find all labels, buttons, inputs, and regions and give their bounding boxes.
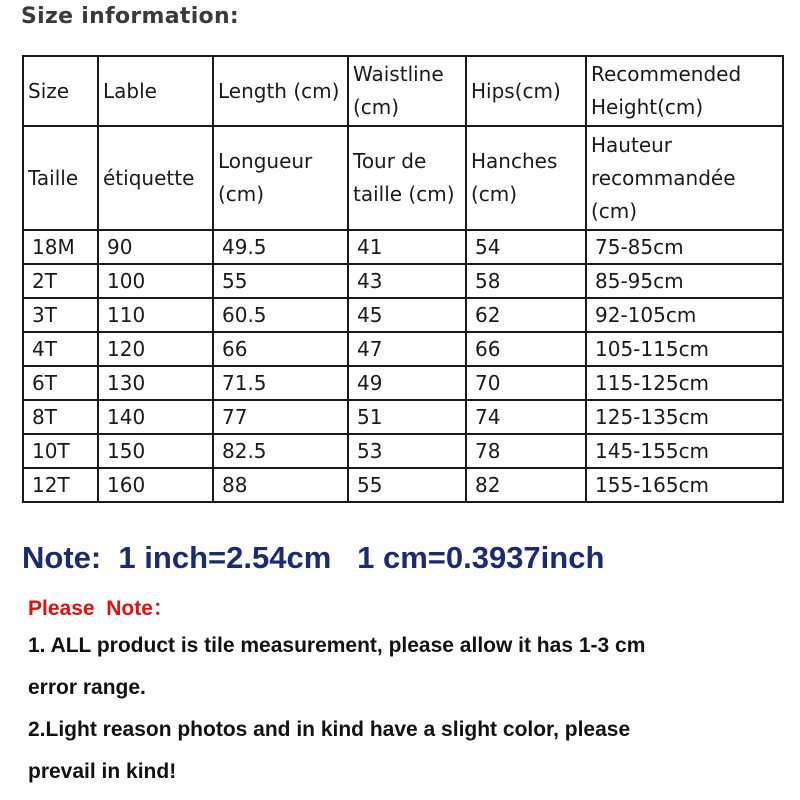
table-row bbox=[23, 332, 783, 366]
cell-waistline: 41 bbox=[348, 230, 466, 264]
cell-hips: 54 bbox=[466, 230, 586, 264]
cell-waistline: 53 bbox=[348, 434, 466, 468]
header-cell-recommended-height: Recommended Height(cm) bbox=[586, 56, 783, 126]
cell-length: 49.5 bbox=[213, 230, 348, 264]
note-2-line-2: prevail in kind! bbox=[28, 760, 177, 783]
cell-label: 140 bbox=[98, 400, 213, 434]
cell-recommended-height: 92-105cm bbox=[586, 298, 783, 332]
table-row bbox=[23, 366, 783, 400]
header-cell-label: Lable bbox=[98, 56, 213, 126]
cell-waistline: 43 bbox=[348, 264, 466, 298]
cell-length: 77 bbox=[213, 400, 348, 434]
cell-label: 90 bbox=[98, 230, 213, 264]
cell-hips: 66 bbox=[466, 332, 586, 366]
header-cell-etiquette: étiquette bbox=[98, 126, 213, 230]
cell-size: 12T bbox=[23, 468, 98, 502]
cell-label: 110 bbox=[98, 298, 213, 332]
header-cell-length: Length (cm) bbox=[213, 56, 348, 126]
table-header-row-fr bbox=[23, 126, 783, 230]
note-2-line-1: 2.Light reason photos and in kind have a slight color, please bbox=[28, 718, 631, 741]
cell-waistline: 49 bbox=[348, 366, 466, 400]
cell-size: 3T bbox=[23, 298, 98, 332]
cell-label: 100 bbox=[98, 264, 213, 298]
table-row bbox=[23, 468, 783, 502]
cell-label: 130 bbox=[98, 366, 213, 400]
cell-recommended-height: 85-95cm bbox=[586, 264, 783, 298]
cell-length: 88 bbox=[213, 468, 348, 502]
cell-hips: 78 bbox=[466, 434, 586, 468]
cell-hips: 58 bbox=[466, 264, 586, 298]
note-1-line-1: 1. ALL product is tile measurement, please allow it has 1-3 cm bbox=[28, 634, 646, 657]
cell-label: 160 bbox=[98, 468, 213, 502]
cell-size: 10T bbox=[23, 434, 98, 468]
cell-length: 82.5 bbox=[213, 434, 348, 468]
cell-size: 2T bbox=[23, 264, 98, 298]
cell-recommended-height: 105-115cm bbox=[586, 332, 783, 366]
table-row bbox=[23, 264, 783, 298]
cell-recommended-height: 145-155cm bbox=[586, 434, 783, 468]
cell-size: 4T bbox=[23, 332, 98, 366]
header-cell-waistline: Waistline (cm) bbox=[348, 56, 466, 126]
cell-hips: 62 bbox=[466, 298, 586, 332]
cell-waistline: 45 bbox=[348, 298, 466, 332]
cell-waistline: 51 bbox=[348, 400, 466, 434]
cell-recommended-height: 75-85cm bbox=[586, 230, 783, 264]
cell-hips: 74 bbox=[466, 400, 586, 434]
header-cell-hanches: Hanches (cm) bbox=[466, 126, 586, 230]
header-cell-size: Size bbox=[23, 56, 98, 126]
cell-size: 18M bbox=[23, 230, 98, 264]
conversion-note: Note: 1 inch=2.54cm 1 cm=0.3937inch bbox=[22, 540, 605, 575]
cell-size: 6T bbox=[23, 366, 98, 400]
cell-recommended-height: 125-135cm bbox=[586, 400, 783, 434]
size-table-body bbox=[23, 56, 783, 502]
header-cell-hips: Hips(cm) bbox=[466, 56, 586, 126]
header-cell-tour-de-taille: Tour de taille (cm) bbox=[348, 126, 466, 230]
cell-waistline: 55 bbox=[348, 468, 466, 502]
cell-length: 66 bbox=[213, 332, 348, 366]
cell-hips: 82 bbox=[466, 468, 586, 502]
note-1-line-2: error range. bbox=[28, 676, 146, 699]
cell-waistline: 47 bbox=[348, 332, 466, 366]
cell-length: 55 bbox=[213, 264, 348, 298]
please-note-heading: Please Note： bbox=[28, 597, 174, 620]
header-cell-longueur: Longueur (cm) bbox=[213, 126, 348, 230]
table-row bbox=[23, 298, 783, 332]
cell-recommended-height: 115-125cm bbox=[586, 366, 783, 400]
table-header-row-en bbox=[23, 56, 783, 126]
cell-label: 150 bbox=[98, 434, 213, 468]
size-table bbox=[22, 55, 784, 503]
table-row bbox=[23, 434, 783, 468]
table-row bbox=[23, 400, 783, 434]
cell-hips: 70 bbox=[466, 366, 586, 400]
cell-size: 8T bbox=[23, 400, 98, 434]
page-title: Size information: bbox=[21, 4, 240, 29]
cell-recommended-height: 155-165cm bbox=[586, 468, 783, 502]
cell-length: 60.5 bbox=[213, 298, 348, 332]
cell-label: 120 bbox=[98, 332, 213, 366]
header-cell-hauteur-recommandee: Hauteur recommandée (cm) bbox=[586, 126, 783, 230]
table-row bbox=[23, 230, 783, 264]
cell-length: 71.5 bbox=[213, 366, 348, 400]
header-cell-taille: Taille bbox=[23, 126, 98, 230]
